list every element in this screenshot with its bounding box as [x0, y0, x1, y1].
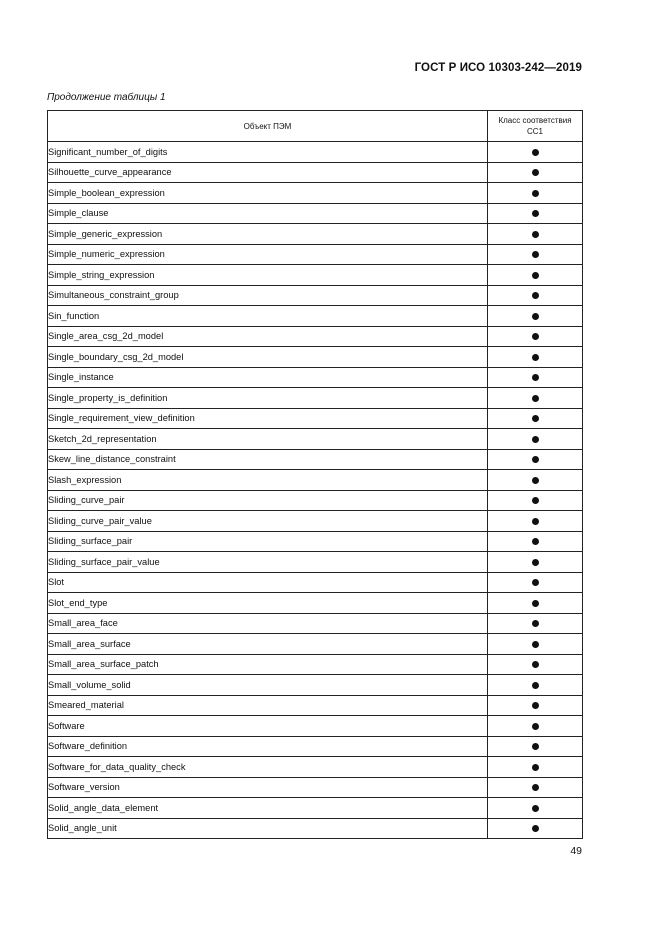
table-row: [48, 798, 583, 819]
conformance-mark-cell: [488, 675, 583, 696]
conformance-mark-cell: [488, 470, 583, 491]
conformance-mark-cell: [488, 183, 583, 204]
conformance-mark-cell: [488, 306, 583, 327]
object-name-cell: Slot_end_type: [48, 593, 488, 614]
conformance-mark-cell: [488, 798, 583, 819]
column-header-class: [488, 111, 583, 142]
filled-dot-icon: [532, 313, 539, 320]
table-row: [48, 593, 583, 614]
conformance-mark-cell: [488, 326, 583, 347]
conformance-mark-cell: [488, 654, 583, 675]
filled-dot-icon: [532, 764, 539, 771]
object-name-cell: Sliding_curve_pair_value: [48, 511, 488, 532]
conformance-mark-cell: [488, 203, 583, 224]
conformance-mark-cell: [488, 777, 583, 798]
conformance-mark-cell: [488, 388, 583, 409]
object-name-cell: Software_version: [48, 777, 488, 798]
object-name-cell: Solid_angle_data_element: [48, 798, 488, 819]
object-name-cell: Small_volume_solid: [48, 675, 488, 696]
column-header-class-label: Класс соответствия CC1: [498, 116, 572, 136]
document-header: ГОСТ Р ИСО 10303-242—2019: [414, 62, 582, 74]
filled-dot-icon: [532, 169, 539, 176]
filled-dot-icon: [532, 805, 539, 812]
object-name-cell: Simultaneous_constraint_group: [48, 285, 488, 306]
filled-dot-icon: [532, 661, 539, 668]
object-name-cell: Single_boundary_csg_2d_model: [48, 347, 488, 368]
filled-dot-icon: [532, 251, 539, 258]
filled-dot-icon: [532, 784, 539, 791]
table-row: [48, 675, 583, 696]
conformance-mark-cell: [488, 531, 583, 552]
table-row: [48, 326, 583, 347]
filled-dot-icon: [532, 641, 539, 648]
object-name-cell: Single_area_csg_2d_model: [48, 326, 488, 347]
filled-dot-icon: [532, 825, 539, 832]
filled-dot-icon: [532, 374, 539, 381]
table-row: [48, 347, 583, 368]
table-row: [48, 695, 583, 716]
table-row: [48, 757, 583, 778]
conformance-mark-cell: [488, 224, 583, 245]
table-row: [48, 531, 583, 552]
filled-dot-icon: [532, 723, 539, 730]
filled-dot-icon: [532, 538, 539, 545]
table-row: [48, 285, 583, 306]
object-name-cell: Simple_boolean_expression: [48, 183, 488, 204]
column-header-object: Объект ПЭМ: [48, 111, 488, 142]
table-header-row: [48, 111, 583, 142]
conformance-mark-cell: [488, 347, 583, 368]
filled-dot-icon: [532, 395, 539, 402]
object-name-cell: Significant_number_of_digits: [48, 142, 488, 163]
table-row: [48, 552, 583, 573]
object-name-cell: Software_definition: [48, 736, 488, 757]
conformance-mark-cell: [488, 429, 583, 450]
conformance-mark-cell: [488, 716, 583, 737]
filled-dot-icon: [532, 210, 539, 217]
object-name-cell: Skew_line_distance_constraint: [48, 449, 488, 470]
object-name-cell: Sliding_surface_pair_value: [48, 552, 488, 573]
filled-dot-icon: [532, 415, 539, 422]
table-row: [48, 203, 583, 224]
object-name-cell: Small_area_surface_patch: [48, 654, 488, 675]
table-row: [48, 367, 583, 388]
table-row: [48, 818, 583, 839]
table-row: [48, 388, 583, 409]
object-name-cell: Software_for_data_quality_check: [48, 757, 488, 778]
conformance-mark-cell: [488, 634, 583, 655]
table-row: [48, 244, 583, 265]
object-name-cell: Sketch_2d_representation: [48, 429, 488, 450]
filled-dot-icon: [532, 682, 539, 689]
table-row: [48, 490, 583, 511]
table-row: [48, 162, 583, 183]
conformance-mark-cell: [488, 142, 583, 163]
table-row: [48, 408, 583, 429]
table-row: [48, 183, 583, 204]
object-name-cell: Silhouette_curve_appearance: [48, 162, 488, 183]
object-name-cell: Sliding_surface_pair: [48, 531, 488, 552]
table-row: [48, 470, 583, 491]
object-name-cell: Sin_function: [48, 306, 488, 327]
filled-dot-icon: [532, 620, 539, 627]
conformance-mark-cell: [488, 572, 583, 593]
table-row: [48, 224, 583, 245]
object-name-cell: Single_requirement_view_definition: [48, 408, 488, 429]
filled-dot-icon: [532, 559, 539, 566]
conformance-mark-cell: [488, 449, 583, 470]
table-row: [48, 142, 583, 163]
object-name-cell: Simple_string_expression: [48, 265, 488, 286]
table-row: [48, 265, 583, 286]
filled-dot-icon: [532, 600, 539, 607]
conformance-mark-cell: [488, 695, 583, 716]
table-row: [48, 429, 583, 450]
object-name-cell: Small_area_face: [48, 613, 488, 634]
conformance-mark-cell: [488, 818, 583, 839]
conformance-mark-cell: [488, 613, 583, 634]
table-row: [48, 634, 583, 655]
conformance-mark-cell: [488, 490, 583, 511]
conformance-mark-cell: [488, 757, 583, 778]
object-name-cell: Slot: [48, 572, 488, 593]
conformance-mark-cell: [488, 162, 583, 183]
conformance-mark-cell: [488, 511, 583, 532]
conformance-mark-cell: [488, 265, 583, 286]
object-name-cell: Simple_numeric_expression: [48, 244, 488, 265]
conformance-mark-cell: [488, 244, 583, 265]
object-name-cell: Slash_expression: [48, 470, 488, 491]
table-body: [48, 142, 583, 839]
table-caption: Продолжение таблицы 1: [47, 92, 166, 103]
object-name-cell: Solid_angle_unit: [48, 818, 488, 839]
filled-dot-icon: [532, 272, 539, 279]
filled-dot-icon: [532, 456, 539, 463]
table-row: [48, 736, 583, 757]
object-name-cell: Smeared_material: [48, 695, 488, 716]
table-row: [48, 306, 583, 327]
filled-dot-icon: [532, 292, 539, 299]
filled-dot-icon: [532, 436, 539, 443]
conformance-mark-cell: [488, 552, 583, 573]
table-row: [48, 449, 583, 470]
conformance-mark-cell: [488, 285, 583, 306]
filled-dot-icon: [532, 149, 539, 156]
table-row: [48, 777, 583, 798]
conformance-mark-cell: [488, 736, 583, 757]
object-name-cell: Small_area_surface: [48, 634, 488, 655]
table-row: [48, 716, 583, 737]
object-name-cell: Sliding_curve_pair: [48, 490, 488, 511]
object-name-cell: Single_instance: [48, 367, 488, 388]
filled-dot-icon: [532, 333, 539, 340]
filled-dot-icon: [532, 518, 539, 525]
filled-dot-icon: [532, 231, 539, 238]
conformance-mark-cell: [488, 593, 583, 614]
table-row: [48, 613, 583, 634]
object-name-cell: Simple_clause: [48, 203, 488, 224]
object-name-cell: Software: [48, 716, 488, 737]
filled-dot-icon: [532, 497, 539, 504]
filled-dot-icon: [532, 743, 539, 750]
filled-dot-icon: [532, 354, 539, 361]
conformance-mark-cell: [488, 408, 583, 429]
table-row: [48, 572, 583, 593]
table-row: [48, 511, 583, 532]
filled-dot-icon: [532, 477, 539, 484]
pem-objects-table: [47, 110, 583, 839]
page-number: 49: [570, 845, 582, 857]
filled-dot-icon: [532, 702, 539, 709]
table-row: [48, 654, 583, 675]
object-name-cell: Simple_generic_expression: [48, 224, 488, 245]
filled-dot-icon: [532, 190, 539, 197]
conformance-mark-cell: [488, 367, 583, 388]
object-name-cell: Single_property_is_definition: [48, 388, 488, 409]
filled-dot-icon: [532, 579, 539, 586]
